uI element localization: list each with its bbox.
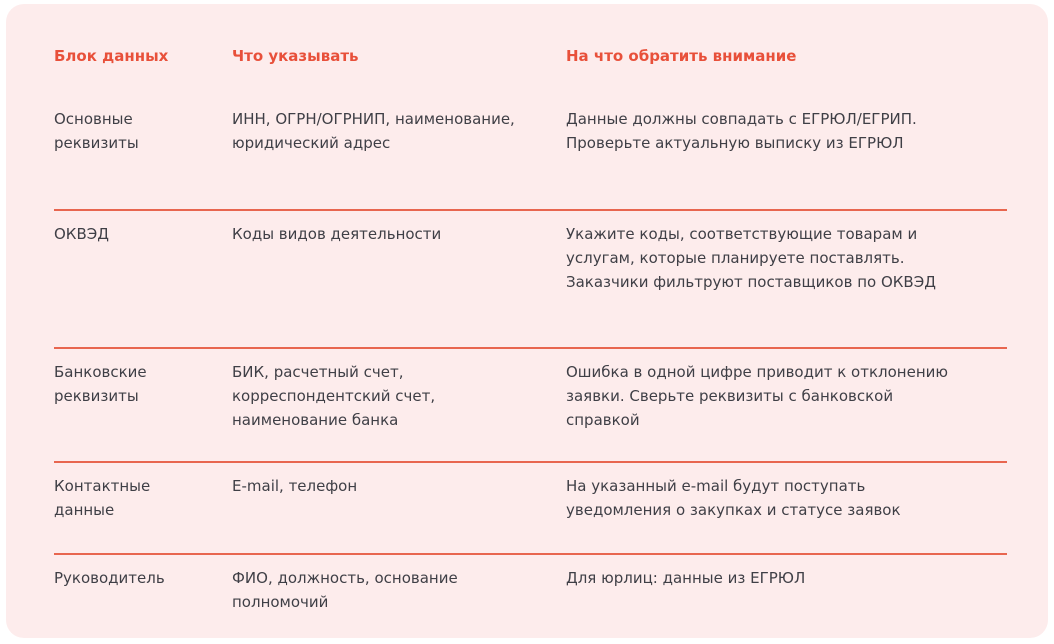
requirements-table	[54, 42, 1007, 635]
table-row	[54, 555, 1007, 635]
cell-what: ИНН, ОГРН/ОГРНИП, наименование, юридический адрес	[232, 110, 515, 152]
info-card	[6, 4, 1048, 638]
cell-block: Банковские реквизиты	[54, 363, 147, 405]
cell-attention: Ошибка в одной цифре приводит к отклонению заявки. Сверьте реквизиты с банковской справкой	[566, 363, 949, 429]
cell-attention: Укажите коды, соответствующие товарам и услугам, которые планируете поставлять. Заказчики фильтруют поставщиков по ОКВЭД	[566, 225, 936, 291]
table-row	[54, 463, 1007, 555]
cell-block: Руководитель	[54, 569, 165, 587]
cell-what: БИК, расчетный счет, корреспондентский счет, наименование банка	[232, 363, 436, 429]
header-attention: На что обратить внимание	[566, 47, 797, 65]
cell-block: Основные реквизиты	[54, 110, 139, 152]
cell-what: ФИО, должность, основание полномочий	[232, 569, 458, 611]
cell-block: Контактные данные	[54, 477, 151, 519]
table-row	[54, 96, 1007, 211]
cell-attention: Данные должны совпадать с ЕГРЮЛ/ЕГРИП. Проверьте актуальную выписку из ЕГРЮЛ	[566, 110, 917, 152]
cell-what: Коды видов деятельности	[232, 225, 442, 243]
header-block: Блок данных	[54, 47, 169, 65]
table-row	[54, 349, 1007, 463]
table-row	[54, 211, 1007, 349]
cell-attention: На указанный e-mail будут поступать уведомления о закупках и статусе заявок	[566, 477, 901, 519]
header-what: Что указывать	[232, 47, 359, 65]
cell-attention: Для юрлиц: данные из ЕГРЮЛ	[566, 569, 806, 587]
cell-block: ОКВЭД	[54, 225, 109, 243]
table-header	[54, 42, 1007, 96]
cell-what: E-mail, телефон	[232, 477, 358, 495]
